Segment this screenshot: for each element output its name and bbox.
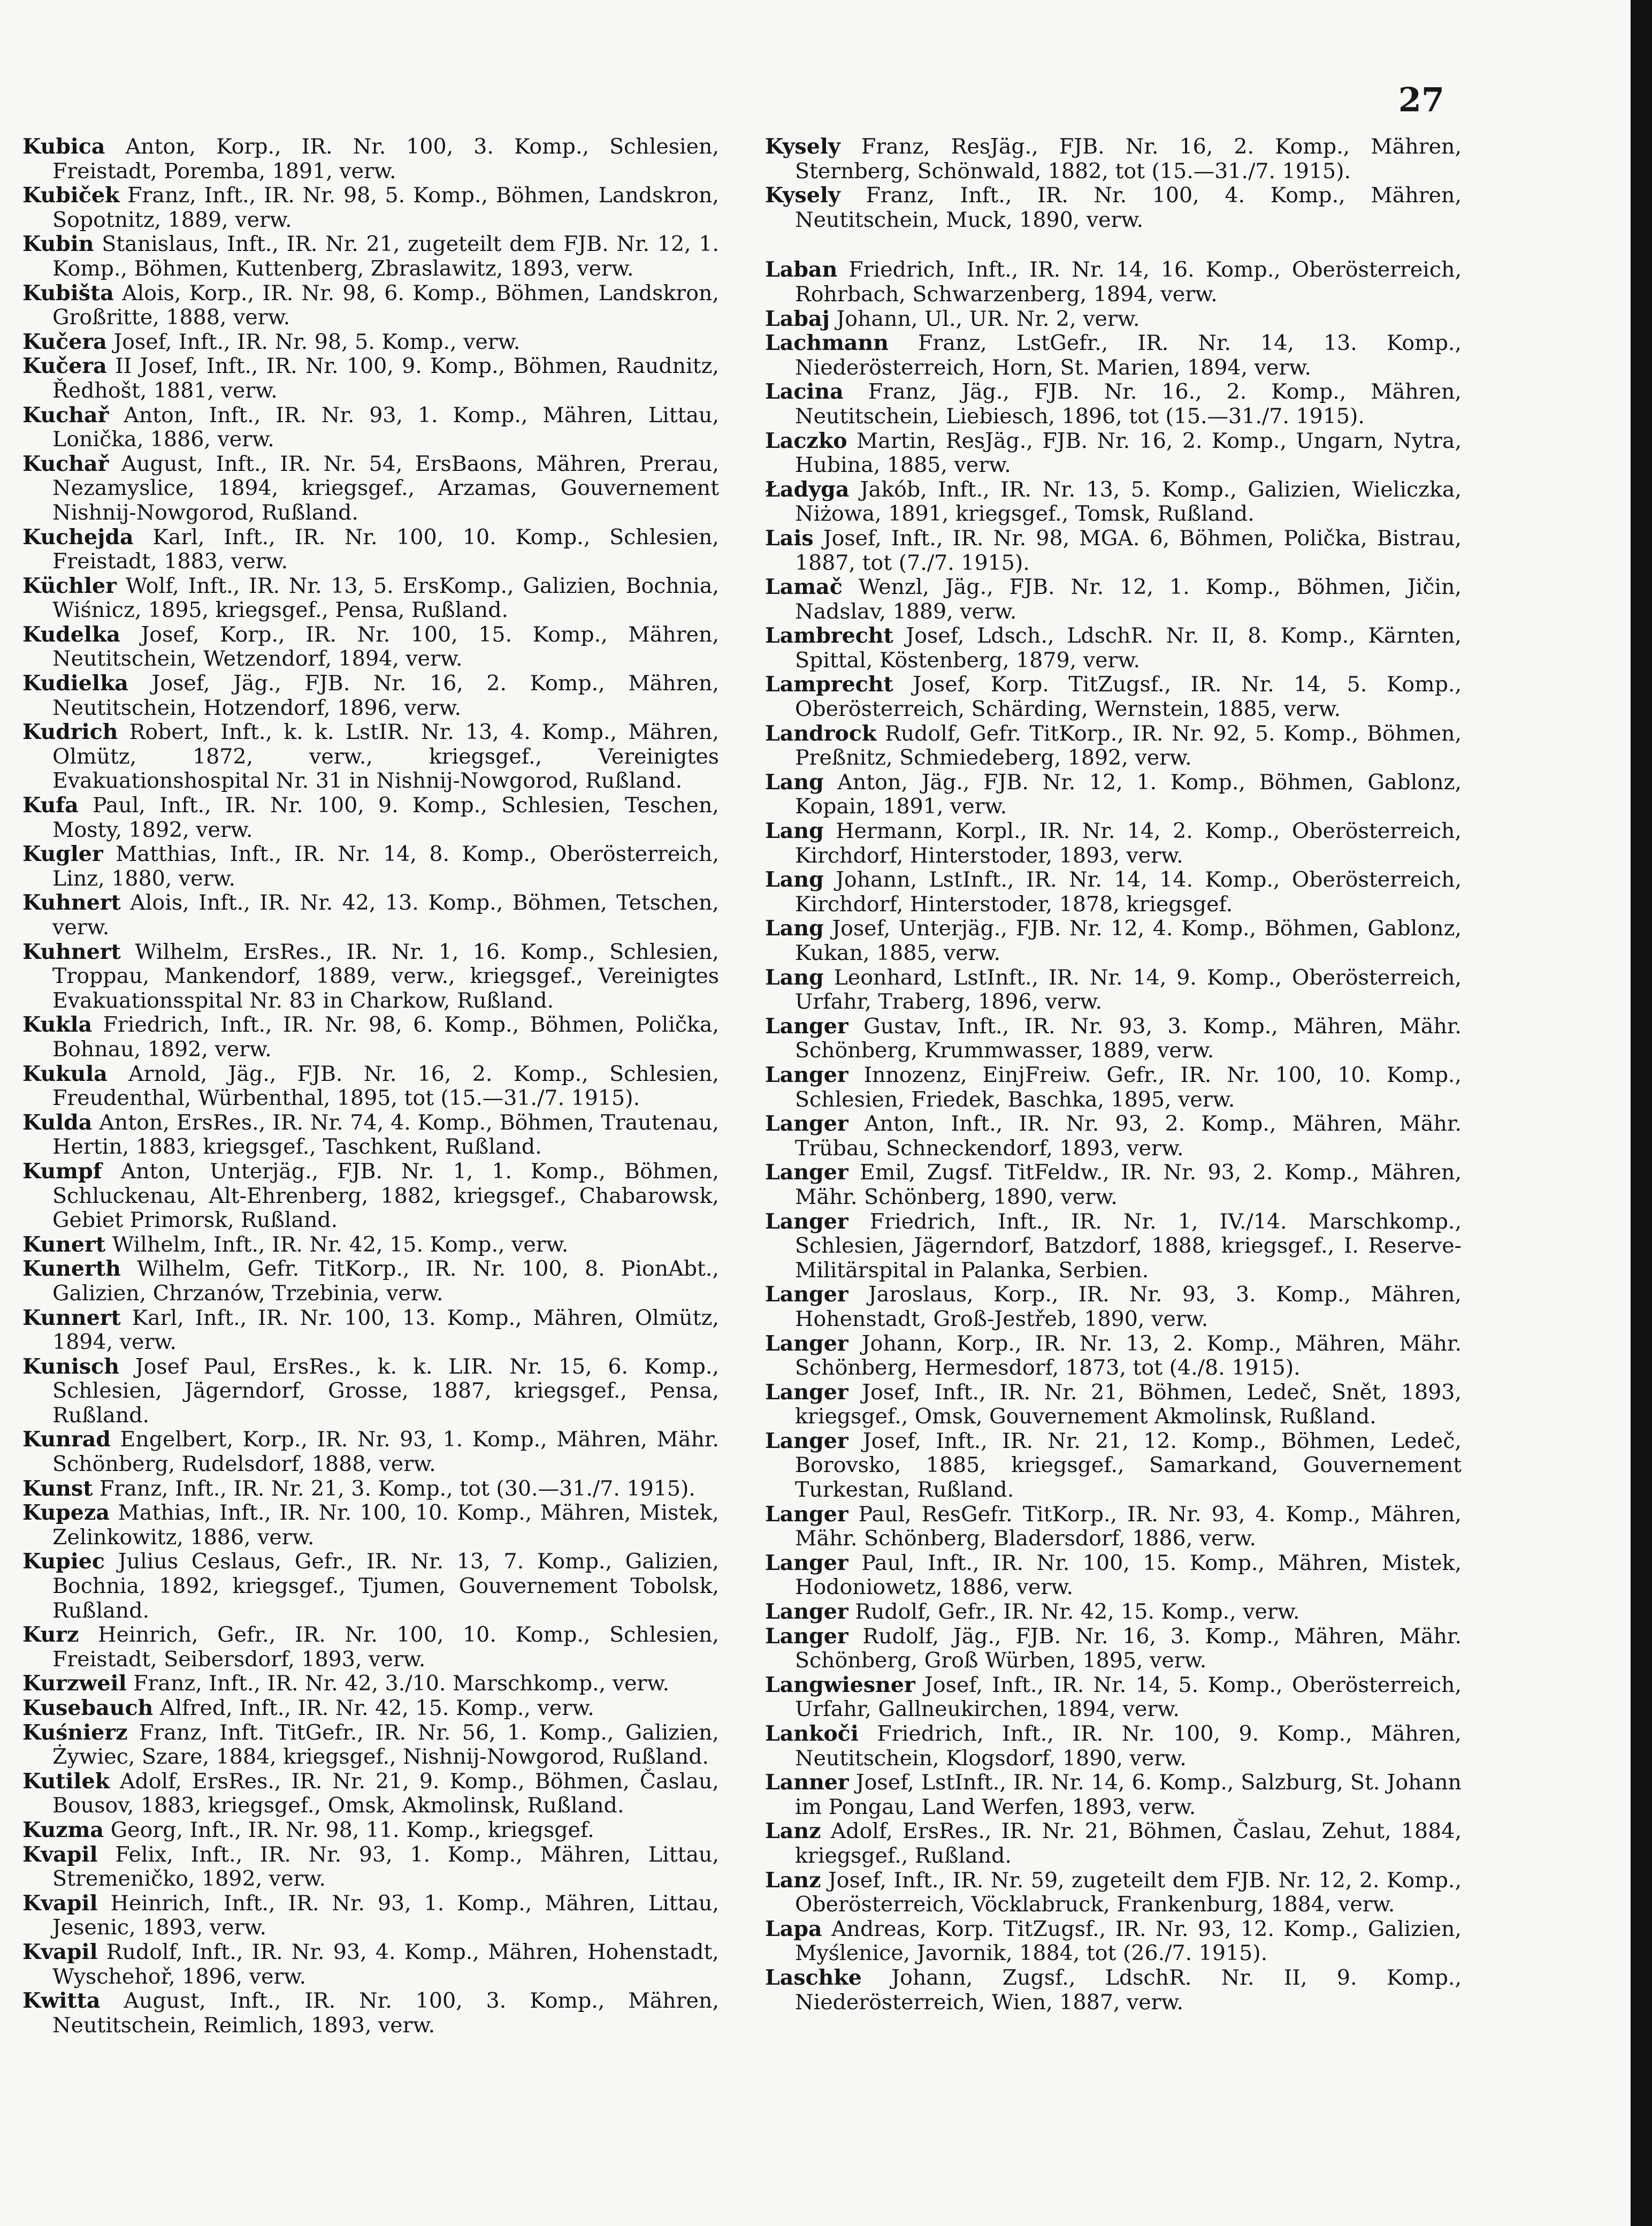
roster-entry <box>765 1503 1462 1551</box>
entry-surname: Lang <box>765 965 824 990</box>
roster-entry <box>22 1477 719 1501</box>
roster-entry <box>765 1551 1462 1600</box>
entry-surname: Lapa <box>765 1916 822 1941</box>
entry-details: Andreas, Korp. TitZugsf., IR. Nr. 93, 12. Komp., Galizien, Myślenice, Javornik, 1884, tot (26./7. 1915). <box>795 1916 1462 1966</box>
entry-surname: Lachmann <box>765 331 889 356</box>
entry-details: Franz, Inft., IR. Nr. 100, 4. Komp., Mähren, Neutitschein, Muck, 1890, verw. <box>795 183 1462 232</box>
entry-surname: Kuchař <box>22 451 109 476</box>
entry-details: Josef, Ldsch., LdschR. Nr. II, 8. Komp., Kärnten, Spittal, Köstenberg, 1879, verw. <box>795 623 1462 673</box>
roster-entry <box>765 722 1462 771</box>
entry-surname: Kurzweil <box>22 1671 127 1696</box>
entry-details: Emil, Zugsf. TitFeldw., IR. Nr. 93, 2. Komp., Mähren, Mähr. Schönberg, 1890, verw. <box>795 1160 1462 1209</box>
roster-entry <box>765 1722 1462 1771</box>
entry-details: II Josef, Inft., IR. Nr. 100, 9. Komp., Böhmen, Raudnitz, Ředhošt, 1881, verw. <box>52 354 719 403</box>
entry-surname: Kudelka <box>22 622 120 647</box>
roster-entry <box>765 380 1462 429</box>
entry-details: Franz, Jäg., FJB. Nr. 16., 2. Komp., Mähren, Neutitschein, Liebiesch, 1896, tot (15.—31./7. 1915). <box>795 379 1462 429</box>
entry-surname: Kučera <box>22 354 107 379</box>
entry-surname: Kunst <box>22 1476 93 1501</box>
entry-details: Franz, Inft. TitGefr., IR. Nr. 56, 1. Komp., Galizien, Żywiec, Szare, 1884, kriegsgef., Nishnij-Nowgorod, Rußland. <box>52 1720 719 1770</box>
entry-surname: Küchler <box>22 573 117 598</box>
entry-details: Josef, Korp., IR. Nr. 100, 15. Komp., Mähren, Neutitschein, Wetzendorf, 1894, verw. <box>52 622 719 672</box>
roster-entry <box>765 624 1462 673</box>
entry-details: Rudolf, Gefr., IR. Nr. 42, 15. Komp., verw. <box>855 1599 1300 1625</box>
entry-surname: Langer <box>765 1013 848 1039</box>
roster-entry <box>22 1233 719 1257</box>
roster-entry <box>765 1381 1462 1429</box>
entry-surname: Kukla <box>22 1012 93 1038</box>
entry-details: Franz, Inft., IR. Nr. 98, 5. Komp., Böhmen, Landskron, Sopotnitz, 1889, verw. <box>52 183 719 232</box>
entry-surname: Kuchař <box>22 402 109 428</box>
entry-details: Heinrich, Inft., IR. Nr. 93, 1. Komp., Mähren, Littau, Jesenic, 1893, verw. <box>52 1890 719 1940</box>
roster-entry <box>22 354 719 403</box>
roster-entry <box>765 1112 1462 1161</box>
roster-entry <box>22 1306 719 1355</box>
roster-entry <box>765 1161 1462 1209</box>
right-column-top-group <box>765 135 1462 232</box>
entry-details: Friedrich, Inft., IR. Nr. 100, 9. Komp., Mähren, Neutitschein, Klogsdorf, 1890, verw. <box>795 1721 1462 1771</box>
roster-entry <box>765 1917 1462 1966</box>
roster-entry <box>765 819 1462 868</box>
entry-details: Mathias, Inft., IR. Nr. 100, 10. Komp., Mähren, Mistek, Zelinkowitz, 1886, verw. <box>52 1500 719 1550</box>
roster-entry <box>765 478 1462 527</box>
entry-details: Alois, Korp., IR. Nr. 98, 6. Komp., Böhmen, Landskron, Großritte, 1888, verw. <box>52 280 719 330</box>
entry-details: Johann, Zugsf., LdschR. Nr. II, 9. Komp., Niederösterreich, Wien, 1887, verw. <box>795 1965 1462 2015</box>
roster-entry <box>22 525 719 574</box>
entry-surname: Kudrich <box>22 720 118 745</box>
entry-details: Josef, Korp. TitZugsf., IR. Nr. 14, 5. Komp., Oberösterreich, Schärding, Wernstein, 1885, verw. <box>795 672 1462 722</box>
roster-entry <box>765 771 1462 819</box>
entry-surname: Kuzma <box>22 1817 104 1842</box>
entry-details: Paul, Inft., IR. Nr. 100, 9. Komp., Schlesien, Teschen, Mosty, 1892, verw. <box>52 793 719 842</box>
entry-details: Paul, ResGefr. TitKorp., IR. Nr. 93, 4. Komp., Mähren, Mähr. Schönberg, Bladersdorf, 1886, verw. <box>795 1501 1462 1551</box>
entry-surname: Kubin <box>22 232 94 257</box>
entry-details: Josef, Inft., IR. Nr. 14, 5. Komp., Oberösterreich, Urfahr, Gallneukirchen, 1894, verw. <box>795 1672 1462 1722</box>
entry-surname: Labaj <box>765 306 830 331</box>
entry-surname: Kugler <box>22 842 103 867</box>
entry-details: Josef, Inft., IR. Nr. 21, Böhmen, Ledeč, Snět, 1893, kriegsgef., Omsk, Gouvernement Akmolinsk, Rußland. <box>795 1379 1462 1429</box>
entry-details: Franz, Inft., IR. Nr. 42, 3./10. Marschkomp., verw. <box>133 1671 670 1696</box>
entry-details: Jaroslaus, Korp., IR. Nr. 93, 3. Komp., Mähren, Hohenstadt, Groß-Jestřeb, 1890, verw. <box>795 1282 1462 1331</box>
entry-surname: Kuśnierz <box>22 1720 128 1745</box>
page-number: 27 <box>1398 80 1444 119</box>
roster-entry <box>22 794 719 842</box>
entry-surname: Lanz <box>765 1867 821 1893</box>
entry-surname: Kukula <box>22 1061 108 1086</box>
entry-details: Friedrich, Inft., IR. Nr. 1, IV./14. Marschkomp., Schlesien, Jägerndorf, Batzdorf, 1888, kriegsgef., I. Reserve-Militärspital in Palanka, Serbien. <box>795 1209 1462 1283</box>
entry-details: Franz, Inft., IR. Nr. 21, 3. Komp., tot (30.—31./7. 1915). <box>99 1476 695 1501</box>
entry-surname: Langer <box>765 1623 848 1649</box>
roster-entry <box>22 574 719 623</box>
entry-details: Julius Ceslaus, Gefr., IR. Nr. 13, 7. Komp., Galizien, Bochnia, 1892, kriegsgef., Tjumen, Gouvernement Tobolsk, Rußland. <box>52 1549 719 1623</box>
roster-entry <box>22 842 719 891</box>
roster-entry <box>22 1013 719 1062</box>
entry-details: Josef, Inft., IR. Nr. 59, zugeteilt dem FJB. Nr. 12, 2. Komp., Oberösterreich, Vöcklabruck, Frankenburg, 1884, verw. <box>795 1867 1462 1917</box>
roster-entry <box>22 1355 719 1428</box>
entry-surname: Langer <box>765 1599 848 1625</box>
roster-entry <box>22 1940 719 1989</box>
entry-details: Stanislaus, Inft., IR. Nr. 21, zugeteilt dem FJB. Nr. 12, 1. Komp., Böhmen, Kuttenberg, Zbraslawitz, 1893, verw. <box>52 232 719 281</box>
entry-surname: Lang <box>765 867 824 893</box>
entry-details: Georg, Inft., IR. Nr. 98, 11. Komp., kriegsgef. <box>110 1817 594 1842</box>
roster-entry <box>22 1501 719 1550</box>
entry-surname: Kuhnert <box>22 939 121 964</box>
entry-details: Rudolf, Inft., IR. Nr. 93, 4. Komp., Mähren, Hohenstadt, Wyschehoř, 1896, verw. <box>52 1939 719 1989</box>
entry-details: Johann, Korp., IR. Nr. 13, 2. Komp., Mähren, Mähr. Schönberg, Hermesdorf, 1873, tot (4./8. 1915). <box>795 1331 1462 1381</box>
entry-details: Franz, ResJäg., FJB. Nr. 16, 2. Komp., Mähren, Sternberg, Schönwald, 1882, tot (15.—31./7. 1915). <box>795 134 1462 184</box>
roster-entry <box>765 331 1462 380</box>
section-gap <box>765 232 1462 258</box>
entry-details: Adolf, ErsRes., IR. Nr. 21, 9. Komp., Böhmen, Časlau, Bousov, 1883, kriegsgef., Omsk, Akmolinsk, Rußland. <box>52 1768 719 1818</box>
roster-entry <box>22 1623 719 1672</box>
entry-details: Engelbert, Korp., IR. Nr. 93, 1. Komp., Mähren, Mähr. Schönberg, Rudelsdorf, 1888, verw. <box>52 1427 719 1477</box>
entry-surname: Langer <box>765 1160 848 1185</box>
roster-entry <box>22 672 719 720</box>
roster-entry <box>22 452 719 525</box>
entry-details: Josef, LstInft., IR. Nr. 14, 6. Komp., Salzburg, St. Johann im Pongau, Land Werfen, 1893, verw. <box>795 1770 1462 1819</box>
roster-entry <box>22 720 719 794</box>
roster-entry <box>22 1989 719 2038</box>
roster-entry <box>765 1015 1462 1063</box>
entry-surname: Laban <box>765 257 838 283</box>
entry-details: Rudolf, Gefr. TitKorp., IR. Nr. 92, 5. Komp., Böhmen, Preßnitz, Schmiedeberg, 1892, verw. <box>795 721 1462 771</box>
roster-entry <box>765 1869 1462 1917</box>
entry-surname: Kulda <box>22 1110 93 1135</box>
entry-details: Paul, Inft., IR. Nr. 100, 15. Komp., Mähren, Mistek, Hodoniowetz, 1886, verw. <box>795 1550 1462 1600</box>
roster-entry <box>22 1672 719 1696</box>
right-column <box>765 135 1462 2015</box>
entry-surname: Lang <box>765 916 824 941</box>
entry-surname: Langer <box>765 1379 848 1405</box>
entry-details: Felix, Inft., IR. Nr. 93, 1. Komp., Mähren, Littau, Stremeničko, 1892, verw. <box>52 1842 719 1892</box>
roster-entry <box>22 1892 719 1940</box>
entry-surname: Lang <box>765 819 824 844</box>
entry-surname: Langer <box>765 1501 848 1527</box>
roster-entry <box>22 403 719 452</box>
entry-surname: Kwitta <box>22 1988 101 2014</box>
entry-surname: Laczko <box>765 428 847 453</box>
roster-entry <box>22 1696 719 1721</box>
entry-surname: Lambrecht <box>765 623 893 649</box>
entry-details: Anton, Korp., IR. Nr. 100, 3. Komp., Schlesien, Freistadt, Poremba, 1891, verw. <box>52 134 719 184</box>
entry-surname: Kubišta <box>22 280 114 306</box>
roster-entry <box>22 1160 719 1233</box>
roster-entry <box>22 330 719 355</box>
entry-surname: Langer <box>765 1331 848 1356</box>
roster-entry <box>765 966 1462 1015</box>
entry-surname: Kumpf <box>22 1158 102 1184</box>
entry-details: Karl, Inft., IR. Nr. 100, 10. Komp., Schlesien, Freistadt, 1883, verw. <box>52 524 719 574</box>
roster-entry <box>765 1332 1462 1381</box>
roster-entry <box>22 1257 719 1306</box>
entry-details: Alois, Inft., IR. Nr. 42, 13. Komp., Böhmen, Tetschen, verw. <box>52 890 719 940</box>
entry-surname: Ładyga <box>765 477 850 502</box>
entry-details: Wolf, Inft., IR. Nr. 13, 5. ErsKomp., Galizien, Bochnia, Wiśnicz, 1895, kriegsgef., Pensa, Rußland. <box>52 573 719 623</box>
entry-details: Anton, Unterjäg., FJB. Nr. 1, 1. Komp., Böhmen, Schluckenau, Alt-Ehrenberg, 1882, kriegsgef., Chabarowsk, Gebiet Primorsk, Rußland. <box>52 1158 719 1233</box>
entry-details: Innozenz, EinjFreiw. Gefr., IR. Nr. 100, 10. Komp., Schlesien, Friedek, Baschka, 1895, verw. <box>795 1062 1462 1112</box>
roster-entry <box>765 1429 1462 1503</box>
entry-details: Anton, ErsRes., IR. Nr. 74, 4. Komp., Böhmen, Trautenau, Hertin, 1883, kriegsgef., Taschkent, Rußland. <box>52 1110 719 1160</box>
roster-entry <box>765 868 1462 917</box>
entry-surname: Kupeza <box>22 1500 110 1526</box>
roster-entry <box>765 1063 1462 1112</box>
entry-surname: Lankoči <box>765 1721 859 1746</box>
entry-surname: Kurz <box>22 1622 79 1648</box>
entry-details: Josef, Jäg., FJB. Nr. 16, 2. Komp., Mähren, Neutitschein, Hotzendorf, 1896, verw. <box>52 671 720 720</box>
entry-surname: Lanner <box>765 1770 849 1795</box>
entry-surname: Laschke <box>765 1965 862 1990</box>
roster-entry <box>22 1428 719 1476</box>
entry-details: Wenzl, Jäg., FJB. Nr. 12, 1. Komp., Böhmen, Jičin, Nadslav, 1889, verw. <box>795 575 1462 624</box>
entry-details: Wilhelm, ErsRes., IR. Nr. 1, 16. Komp., Schlesien, Troppau, Mankendorf, 1889, verw., kriegsgef., Vereinigtes Evakuationsspital Nr. 83 in Charkow, Rußland. <box>52 939 719 1013</box>
roster-entry <box>22 1062 719 1111</box>
entry-surname: Lang <box>765 769 824 795</box>
entry-details: Gustav, Inft., IR. Nr. 93, 3. Komp., Mähren, Mähr. Schönberg, Krummwasser, 1889, verw. <box>795 1013 1462 1063</box>
entry-details: Anton, Inft., IR. Nr. 93, 2. Komp., Mähren, Mähr. Trübau, Schneckendorf, 1893, verw. <box>795 1111 1462 1161</box>
entry-details: August, Inft., IR. Nr. 100, 3. Komp., Mähren, Neutitschein, Reimlich, 1893, verw. <box>52 1988 719 2038</box>
left-column <box>22 135 719 2038</box>
entry-surname: Lais <box>765 525 814 551</box>
entry-surname: Kutilek <box>22 1768 110 1794</box>
roster-entry <box>765 258 1462 307</box>
roster-entry <box>765 1210 1462 1283</box>
roster-entry <box>22 1550 719 1623</box>
entry-details: Leonhard, LstInft., IR. Nr. 14, 9. Komp., Oberösterreich, Urfahr, Traberg, 1896, verw. <box>795 965 1462 1015</box>
entry-surname: Lanz <box>765 1819 821 1844</box>
roster-entry <box>22 281 719 330</box>
entry-surname: Lamač <box>765 575 843 600</box>
entry-surname: Kučera <box>22 329 107 354</box>
roster-entry <box>22 891 719 940</box>
roster-entry <box>22 184 719 232</box>
entry-details: Jakób, Inft., IR. Nr. 13, 5. Komp., Galizien, Wieliczka, Niżowa, 1891, kriegsgef., Tomsk, Rußland. <box>795 477 1462 527</box>
entry-details: Rudolf, Jäg., FJB. Nr. 16, 3. Komp., Mähren, Mähr. Schönberg, Groß Würben, 1895, verw. <box>795 1623 1462 1673</box>
entry-surname: Langer <box>765 1209 848 1234</box>
entry-surname: Langer <box>765 1111 848 1137</box>
roster-entry <box>22 232 719 281</box>
roster-entry <box>765 673 1462 721</box>
entry-surname: Landrock <box>765 721 877 746</box>
entry-details: Josef, Inft., IR. Nr. 21, 12. Komp., Böhmen, Ledeč, Borovsko, 1885, kriegsgef., Samarkand, Gouvernement Turkestan, Rußland. <box>795 1428 1462 1503</box>
entry-surname: Kvapil <box>22 1890 98 1916</box>
roster-entry <box>765 1625 1462 1673</box>
entry-details: Josef, Inft., IR. Nr. 98, MGA. 6, Böhmen, Polička, Bistrau, 1887, tot (7./7. 1915). <box>795 525 1462 575</box>
entry-surname: Lamprecht <box>765 672 893 697</box>
roster-entry <box>765 527 1462 575</box>
entry-details: Franz, LstGefr., IR. Nr. 14, 13. Komp., Niederösterreich, Horn, St. Marien, 1894, verw. <box>795 331 1462 380</box>
roster-entry <box>765 135 1462 184</box>
entry-surname: Kupiec <box>22 1549 105 1574</box>
roster-entry <box>765 429 1462 478</box>
scan-edge <box>1631 0 1652 2226</box>
entry-details: Wilhelm, Gefr. TitKorp., IR. Nr. 100, 8. PionAbt., Galizien, Chrzanów, Trzebinia, verw. <box>52 1256 719 1306</box>
entry-surname: Langer <box>765 1282 848 1307</box>
entry-surname: Lacina <box>765 379 844 405</box>
roster-entry <box>22 1818 719 1843</box>
roster-entry <box>765 1966 1462 2015</box>
entry-surname: Kufa <box>22 793 79 818</box>
entry-details: Friedrich, Inft., IR. Nr. 98, 6. Komp., Böhmen, Polička, Bohnau, 1892, verw. <box>52 1012 719 1062</box>
roster-entry <box>22 135 719 184</box>
entry-surname: Kunisch <box>22 1354 119 1379</box>
entry-details: Friedrich, Inft., IR. Nr. 14, 16. Komp., Oberösterreich, Rohrbach, Schwarzenberg, 1894, verw. <box>795 257 1462 307</box>
roster-entry <box>765 1283 1462 1331</box>
entry-surname: Langwiesner <box>765 1672 915 1697</box>
entry-surname: Kuhnert <box>22 890 121 916</box>
roster-entry <box>765 1600 1462 1625</box>
entry-details: Heinrich, Gefr., IR. Nr. 100, 10. Komp., Schlesien, Freistadt, Seibersdorf, 1893, verw. <box>52 1622 719 1672</box>
entry-details: Johann, LstInft., IR. Nr. 14, 14. Komp., Oberösterreich, Kirchdorf, Hinterstoder, 1878, kriegsgef. <box>795 867 1462 917</box>
roster-entry <box>22 1111 719 1160</box>
entry-surname: Kunert <box>22 1232 106 1257</box>
roster-entry <box>22 1770 719 1818</box>
entry-details: Martin, ResJäg., FJB. Nr. 16, 2. Komp., Ungarn, Nytra, Hubina, 1885, verw. <box>795 428 1462 478</box>
entry-details: Wilhelm, Inft., IR. Nr. 42, 15. Komp., verw. <box>112 1232 569 1257</box>
entry-surname: Langer <box>765 1550 848 1575</box>
entry-details: Karl, Inft., IR. Nr. 100, 13. Komp., Mähren, Olmütz, 1894, verw. <box>52 1305 719 1355</box>
entry-details: Johann, Ul., UR. Nr. 2, verw. <box>836 306 1140 331</box>
entry-details: Adolf, ErsRes., IR. Nr. 21, Böhmen, Časlau, Zehut, 1884, kriegsgef., Rußland. <box>795 1819 1462 1868</box>
entry-details: Josef, Inft., IR. Nr. 98, 5. Komp., verw. <box>113 329 521 354</box>
entry-details: Hermann, Korpl., IR. Nr. 14, 2. Komp., Oberösterreich, Kirchdorf, Hinterstoder, 1893, verw. <box>795 819 1462 868</box>
entry-surname: Kudielka <box>22 671 128 696</box>
entry-surname: Kusebauch <box>22 1696 154 1720</box>
entry-details: Josef Paul, ErsRes., k. k. LIR. Nr. 15, 6. Komp., Schlesien, Jägerndorf, Grosse, 1887, kriegsgef., Pensa, Rußland. <box>52 1354 719 1428</box>
roster-entry <box>765 575 1462 624</box>
right-column-main-group <box>765 258 1462 2015</box>
entry-details: Matthias, Inft., IR. Nr. 14, 8. Komp., Oberösterreich, Linz, 1880, verw. <box>52 842 720 891</box>
entry-surname: Kunrad <box>22 1427 111 1452</box>
entry-surname: Kysely <box>765 183 840 208</box>
roster-entry <box>22 940 719 1013</box>
roster-entry <box>765 1673 1462 1722</box>
entry-surname: Kuchejda <box>22 524 134 550</box>
roster-entry <box>22 1721 719 1770</box>
entry-surname: Kubica <box>22 134 105 159</box>
entry-details: Anton, Inft., IR. Nr. 93, 1. Komp., Mähren, Littau, Lonička, 1886, verw. <box>52 402 720 452</box>
entry-surname: Kunerth <box>22 1256 121 1282</box>
entry-surname: Kysely <box>765 134 840 159</box>
entry-surname: Kvapil <box>22 1939 98 1964</box>
roster-entry <box>765 1819 1462 1868</box>
entry-details: Robert, Inft., k. k. LstIR. Nr. 13, 4. Komp., Mähren, Olmütz, 1872, verw., kriegsgef., Vereinigtes Evakuationshospital Nr. 31 in Nishnij-Nowgorod, Rußland. <box>52 720 719 794</box>
roster-entry <box>765 917 1462 965</box>
entry-surname: Kubiček <box>22 183 120 208</box>
roster-entry <box>22 1843 719 1892</box>
roster-entry <box>765 184 1462 232</box>
entry-surname: Kunnert <box>22 1305 121 1330</box>
entry-surname: Langer <box>765 1428 848 1453</box>
entry-surname: Langer <box>765 1062 848 1087</box>
entry-details: Alfred, Inft., IR. Nr. 42, 15. Komp., verw. <box>159 1696 594 1720</box>
roster-entry <box>765 307 1462 332</box>
entry-details: Josef, Unterjäg., FJB. Nr. 12, 4. Komp., Böhmen, Gablonz, Kukan, 1885, verw. <box>795 916 1462 965</box>
roster-entry <box>22 623 719 672</box>
entry-surname: Kvapil <box>22 1842 98 1867</box>
roster-entry <box>765 1771 1462 1819</box>
entry-details: August, Inft., IR. Nr. 54, ErsBaons, Mähren, Prerau, Nezamyslice, 1894, kriegsgef., Arzamas, Gouvernement Nishnij-Nowgorod, Rußland. <box>52 451 720 525</box>
entry-details: Anton, Jäg., FJB. Nr. 12, 1. Komp., Böhmen, Gablonz, Kopain, 1891, verw. <box>795 769 1462 819</box>
entry-details: Arnold, Jäg., FJB. Nr. 16, 2. Komp., Schlesien, Freudenthal, Würbenthal, 1895, tot (15.—31./7. 1915). <box>52 1061 719 1111</box>
